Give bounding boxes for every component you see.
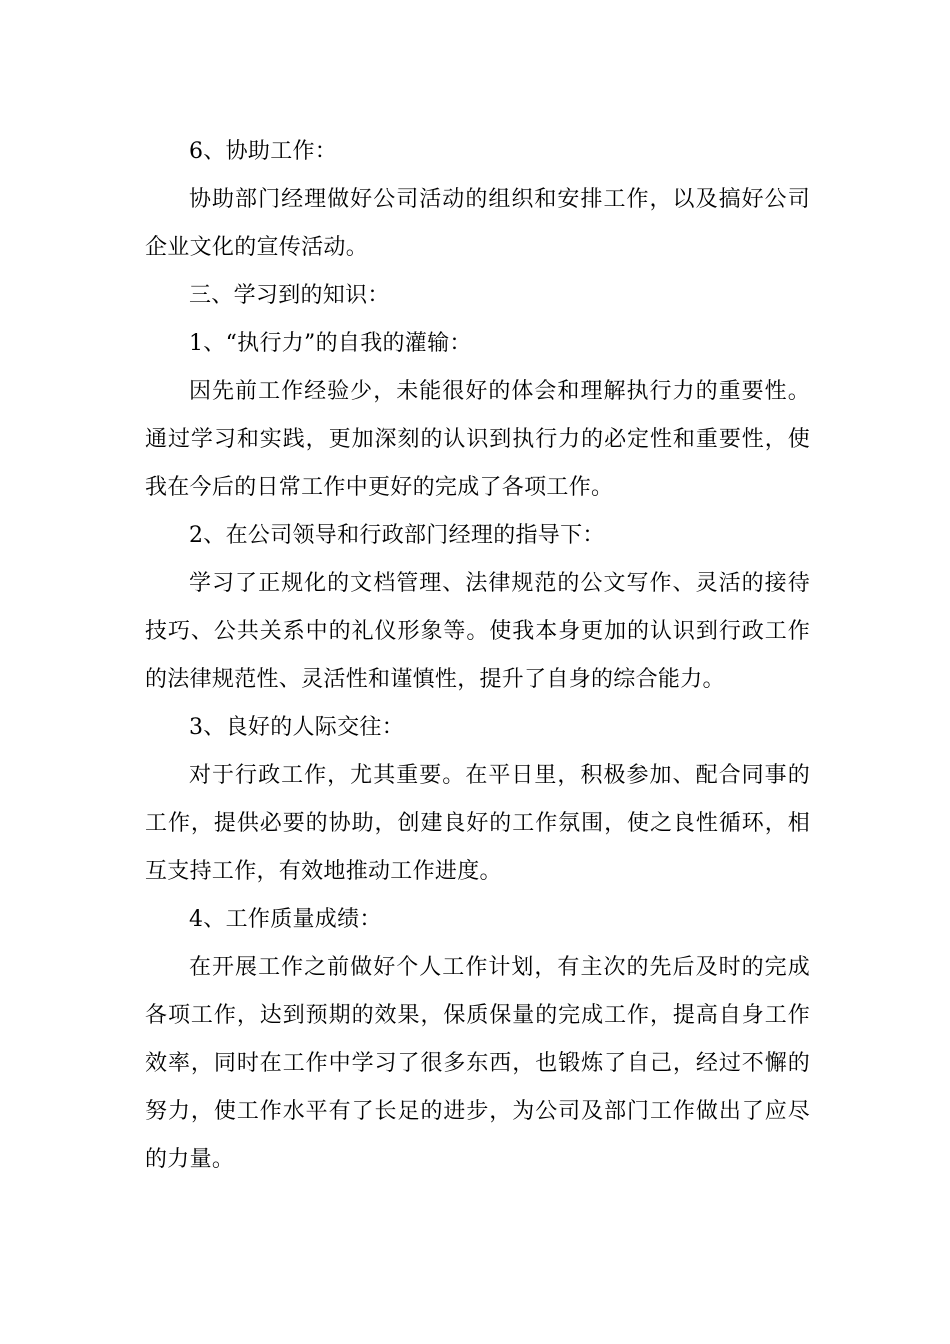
subheading-work-quality: 4、工作质量成绩： [189, 907, 382, 932]
document-body [145, 128, 810, 1184]
paragraph-work-quality: 在开展工作之前做好个人工作计划，有主次的先后及时的完成各项工作，达到预期的效果，保质保量的完成工作，提高自身工作效率，同时在工作中学习了很多东西，也锻炼了自己，经过不懈的努力，使工作水平有了长足的进步，为公司及部门工作做出了应尽的力量。 [145, 955, 810, 1172]
paragraph-assist-work: 协助部门经理做好公司活动的组织和安排工作，以及搞好公司企业文化的宣传活动。 [145, 187, 810, 260]
section-heading-assist-work: 6、协助工作： [189, 139, 338, 164]
subheading-interpersonal: 3、良好的人际交往： [189, 715, 404, 740]
section-heading-knowledge-learned: 三、学习到的知识： [189, 283, 390, 308]
subheading-execution: 1、“执行力”的自我的灌输： [189, 331, 472, 356]
paragraph-execution: 因先前工作经验少，未能很好的体会和理解执行力的重要性。通过学习和实践，更加深刻的认识到执行力的必定性和重要性，使我在今后的日常工作中更好的完成了各项工作。 [145, 379, 810, 500]
paragraph-interpersonal: 对于行政工作，尤其重要。在平日里，积极参加、配合同事的工作，提供必要的协助，创建良好的工作氛围，使之良性循环，相互支持工作，有效地推动工作进度。 [145, 763, 810, 884]
subheading-guidance: 2、在公司领导和行政部门经理的指导下： [189, 523, 605, 548]
paragraph-guidance: 学习了正规化的文档管理、法律规范的公文写作、灵活的接待技巧、公共关系中的礼仪形象等。使我本身更加的认识到行政工作的法律规范性、灵活性和谨慎性，提升了自身的综合能力。 [145, 571, 810, 692]
